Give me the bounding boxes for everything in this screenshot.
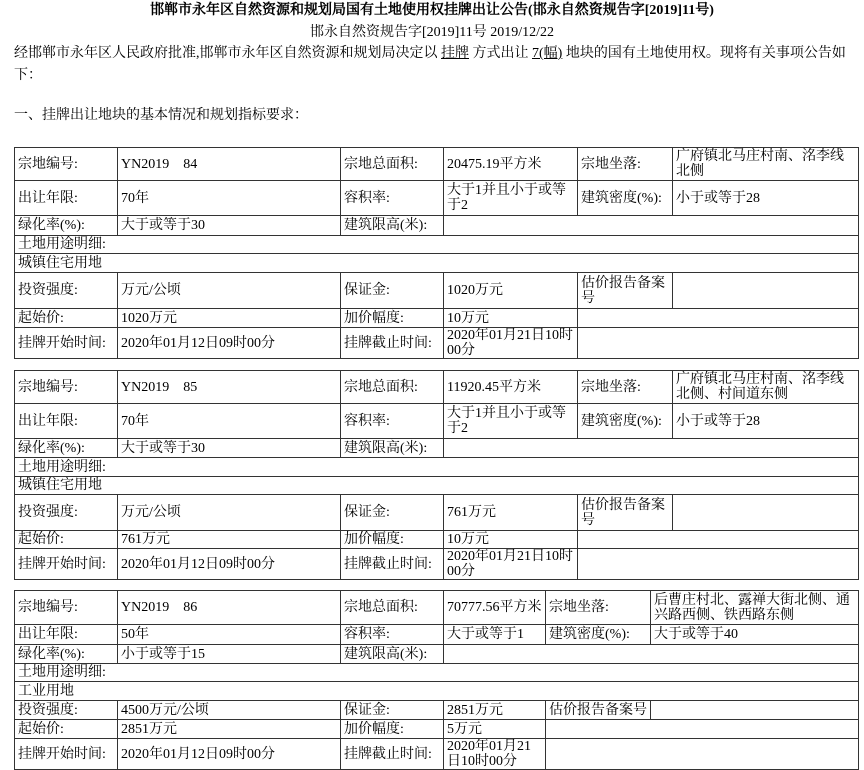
plot-ratio-value: 大于或等于1 (444, 625, 546, 645)
table-row (15, 181, 859, 216)
start-price-label: 起始价: (15, 720, 118, 739)
parcel-no-value: YN2019 84 (118, 148, 341, 181)
increment-value: 5万元 (444, 720, 546, 739)
density-label: 建筑密度(%): (578, 404, 673, 439)
density-value: 小于或等于28 (673, 181, 859, 216)
listing-start-value: 2020年01月12日09时00分 (118, 739, 341, 770)
plot-ratio-value: 大于1并且小于或等于2 (444, 181, 578, 216)
intro-text-1: 经邯郸市永年区人民政府批准,邯郸市永年区自然资源和规划局决定以 (14, 46, 441, 61)
investment-label: 投资强度: (15, 701, 118, 720)
empty-cell (546, 720, 859, 739)
intro-paragraph (14, 43, 860, 87)
listing-start-label: 挂牌开始时间: (15, 328, 118, 359)
empty-cell (578, 309, 859, 328)
table-row (15, 328, 859, 359)
parcel-no-value: YN2019 85 (118, 371, 341, 404)
empty-cell (578, 549, 859, 580)
listing-start-label: 挂牌开始时间: (15, 739, 118, 770)
investment-value: 4500万元/公顷 (118, 701, 341, 720)
appraisal-no-value (673, 495, 859, 531)
density-value: 大于或等于40 (651, 625, 859, 645)
land-use-detail-label: 土地用途明细: (15, 236, 859, 254)
total-area-label: 宗地总面积: (341, 371, 444, 404)
table-row (15, 254, 859, 273)
table-row (15, 371, 859, 404)
table-row (15, 148, 859, 181)
greening-label: 绿化率(%): (15, 439, 118, 458)
deposit-value: 2851万元 (444, 701, 546, 720)
appraisal-no-value (651, 701, 859, 720)
listing-end-value: 2020年01月21日10时00分 (444, 549, 578, 580)
start-price-value: 761万元 (118, 531, 341, 549)
height-limit-label: 建筑限高(米): (341, 645, 444, 664)
height-limit-label: 建筑限高(米): (341, 439, 444, 458)
investment-value: 万元/公顷 (118, 273, 341, 309)
greening-value: 大于或等于30 (118, 439, 341, 458)
density-value: 小于或等于28 (673, 404, 859, 439)
table-row (15, 531, 859, 549)
start-price-label: 起始价: (15, 309, 118, 328)
total-area-value: 20475.19平方米 (444, 148, 578, 181)
listing-end-label: 挂牌截止时间: (341, 549, 444, 580)
appraisal-no-label: 估价报告备案号 (578, 495, 673, 531)
table-row (15, 664, 859, 682)
document-number: 邯永自然资规告字[2019]11号 (309, 25, 487, 40)
height-limit-label: 建筑限高(米): (341, 216, 444, 236)
land-use-value: 城镇住宅用地 (15, 254, 859, 273)
increment-label: 加价幅度: (341, 309, 444, 328)
empty-cell (578, 531, 859, 549)
term-label: 出让年限: (15, 181, 118, 216)
total-area-value: 70777.56平方米 (444, 591, 546, 625)
table-row (15, 236, 859, 254)
appraisal-no-value (673, 273, 859, 309)
increment-label: 加价幅度: (341, 720, 444, 739)
total-area-value: 11920.45平方米 (444, 371, 578, 404)
table-row (15, 404, 859, 439)
term-label: 出让年限: (15, 404, 118, 439)
land-use-detail-label: 土地用途明细: (15, 458, 859, 477)
start-price-value: 1020万元 (118, 309, 341, 328)
table-row (15, 549, 859, 580)
investment-label: 投资强度: (15, 273, 118, 309)
deposit-label: 保证金: (341, 701, 444, 720)
parcel-table-3 (14, 590, 859, 770)
intro-text-2: 方式出让 (469, 46, 532, 61)
plot-ratio-label: 容积率: (341, 404, 444, 439)
empty-cell (546, 739, 859, 770)
land-use-value: 工业用地 (15, 682, 859, 701)
density-label: 建筑密度(%): (578, 181, 673, 216)
density-label: 建筑密度(%): (546, 625, 651, 645)
table-row (15, 720, 859, 739)
parcel-no-label: 宗地编号: (15, 148, 118, 181)
deposit-value: 761万元 (444, 495, 578, 531)
parcel-no-label: 宗地编号: (15, 591, 118, 625)
term-value: 50年 (118, 625, 341, 645)
term-value: 70年 (118, 404, 341, 439)
table-row (15, 625, 859, 645)
location-label: 宗地坐落: (546, 591, 651, 625)
table-row (15, 701, 859, 720)
term-value: 70年 (118, 181, 341, 216)
listing-start-label: 挂牌开始时间: (15, 549, 118, 580)
transfer-method: 挂牌 (441, 46, 469, 61)
parcel-count: 7(幅) (532, 46, 563, 61)
start-price-label: 起始价: (15, 531, 118, 549)
deposit-value: 1020万元 (444, 273, 578, 309)
plot-ratio-label: 容积率: (341, 625, 444, 645)
deposit-label: 保证金: (341, 273, 444, 309)
height-limit-value (444, 216, 859, 236)
greening-label: 绿化率(%): (15, 216, 118, 236)
appraisal-no-label: 估价报告备案号 (546, 701, 651, 720)
table-row (15, 645, 859, 664)
investment-value: 万元/公顷 (118, 495, 341, 531)
publish-date: 2019/12/22 (490, 25, 555, 40)
table-row (15, 216, 859, 236)
table-row (15, 439, 859, 458)
parcel-table-1 (14, 147, 859, 359)
land-use-detail-label: 土地用途明细: (15, 664, 859, 682)
increment-value: 10万元 (444, 531, 578, 549)
listing-end-label: 挂牌截止时间: (341, 739, 444, 770)
location-value: 广府镇北马庄村南、洺李线北侧、村间道东侧 (673, 371, 859, 404)
table-row (15, 682, 859, 701)
location-value: 后曹庄村北、露禅大街北侧、通兴路西侧、铁西路东侧 (651, 591, 859, 625)
term-label: 出让年限: (15, 625, 118, 645)
increment-value: 10万元 (444, 309, 578, 328)
page-title: 邯郸市永年区自然资源和规划局国有土地使用权挂牌出让公告(邯永自然资规告字[2019]11号) (150, 3, 714, 18)
table-row (15, 273, 859, 309)
section-heading-1: 一、挂牌出让地块的基本情况和规划指标要求： (14, 108, 308, 123)
greening-value: 小于或等于15 (118, 645, 341, 664)
listing-end-value: 2020年01月21日10时00分 (444, 328, 578, 359)
table-row (15, 591, 859, 625)
document-subtitle (0, 23, 864, 43)
listing-end-value: 2020年01月21日10时00分 (444, 739, 546, 770)
parcel-no-value: YN2019 86 (118, 591, 341, 625)
table-row (15, 495, 859, 531)
start-price-value: 2851万元 (118, 720, 341, 739)
table-row (15, 309, 859, 328)
land-use-value: 城镇住宅用地 (15, 477, 859, 495)
location-value: 广府镇北马庄村南、洺李线北侧 (673, 148, 859, 181)
listing-end-label: 挂牌截止时间: (341, 328, 444, 359)
total-area-label: 宗地总面积: (341, 148, 444, 181)
table-row (15, 739, 859, 770)
investment-label: 投资强度: (15, 495, 118, 531)
plot-ratio-label: 容积率: (341, 181, 444, 216)
greening-value: 大于或等于30 (118, 216, 341, 236)
deposit-label: 保证金: (341, 495, 444, 531)
parcel-table-2 (14, 370, 859, 580)
listing-start-value: 2020年01月12日09时00分 (118, 328, 341, 359)
height-limit-value (444, 645, 859, 664)
appraisal-no-label: 估价报告备案号 (578, 273, 673, 309)
plot-ratio-value: 大于1并且小于或等于2 (444, 404, 578, 439)
table-row (15, 477, 859, 495)
increment-label: 加价幅度: (341, 531, 444, 549)
intro-text-3: 地块的国有土地使用权。现将有关事项公告如下： (14, 46, 846, 83)
greening-label: 绿化率(%): (15, 645, 118, 664)
location-label: 宗地坐落: (578, 371, 673, 404)
total-area-label: 宗地总面积: (341, 591, 444, 625)
table-row (15, 458, 859, 477)
listing-start-value: 2020年01月12日09时00分 (118, 549, 341, 580)
height-limit-value (444, 439, 859, 458)
location-label: 宗地坐落: (578, 148, 673, 181)
empty-cell (578, 328, 859, 359)
parcel-no-label: 宗地编号: (15, 371, 118, 404)
